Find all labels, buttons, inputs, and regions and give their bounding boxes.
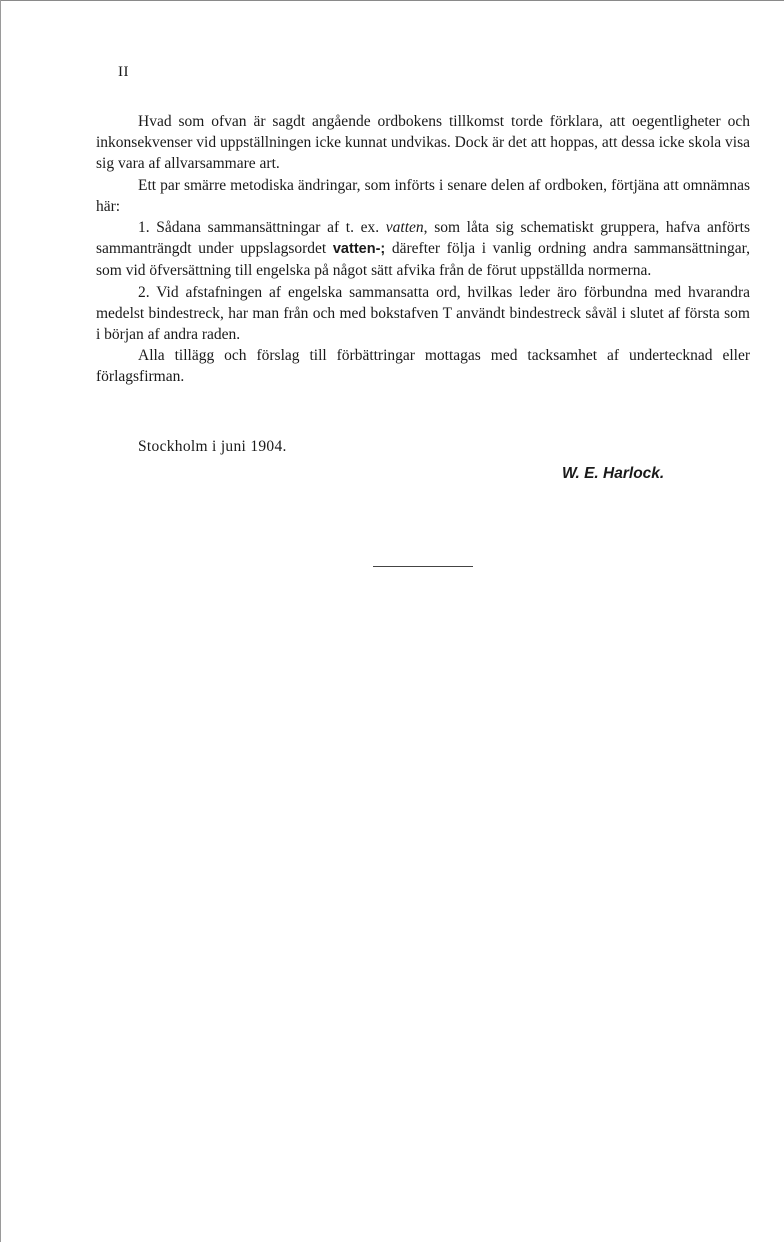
page-number: II bbox=[118, 64, 129, 80]
item1-text-middle: , som låta sig schematiskt gruppera, hafva anförts sammanträngdt under uppslagsordet bbox=[96, 219, 750, 258]
example-word: vatten bbox=[385, 219, 424, 237]
page-top-edge bbox=[0, 0, 784, 1]
place-and-date: Stockholm i juni 1904. bbox=[138, 438, 287, 455]
headword: vatten-; bbox=[332, 241, 386, 258]
preface-body bbox=[96, 111, 750, 388]
paragraph-method-changes: Ett par smärre metodiska ändringar, som införts i senare delen af ordboken, förtjäna att omnämnas här: bbox=[96, 176, 750, 215]
page-left-edge bbox=[0, 0, 1, 1242]
item1-text-before: 1. Sådana sammansättningar af t. ex. bbox=[138, 219, 386, 237]
list-item-2: 2. Vid afstafningen af engelska sammansatta ord, hvilkas leder äro förbundna med hvarandra medelst bindestreck, har man från och med bokstafven T användt bindestreck såväl i slutet af första som i början af andra raden. bbox=[96, 283, 750, 344]
paragraph-closing: Alla tillägg och förslag till förbättringar mottagas med tacksamhet af undertecknad eller förlagsfirman. bbox=[96, 347, 750, 386]
item1-text-after: därefter följa i vanlig ordning andra sammansättningar, som vid öfversättning till engelska på något sätt afvika från de förut uppställda normerna. bbox=[96, 240, 750, 280]
signature: W. E. Harlock. bbox=[562, 465, 665, 482]
section-divider bbox=[373, 566, 473, 567]
paragraph-inconsistencies: Hvad som ofvan är sagdt angående ordbokens tillkomst torde förklara, att oegentligheter och inkonsekvenser vid uppställningen icke kunnat undvikas. Dock är det att hoppas, att dessa icke skola visa sig vara af allvarsammare art. bbox=[96, 113, 750, 173]
list-item-1 bbox=[96, 217, 750, 282]
